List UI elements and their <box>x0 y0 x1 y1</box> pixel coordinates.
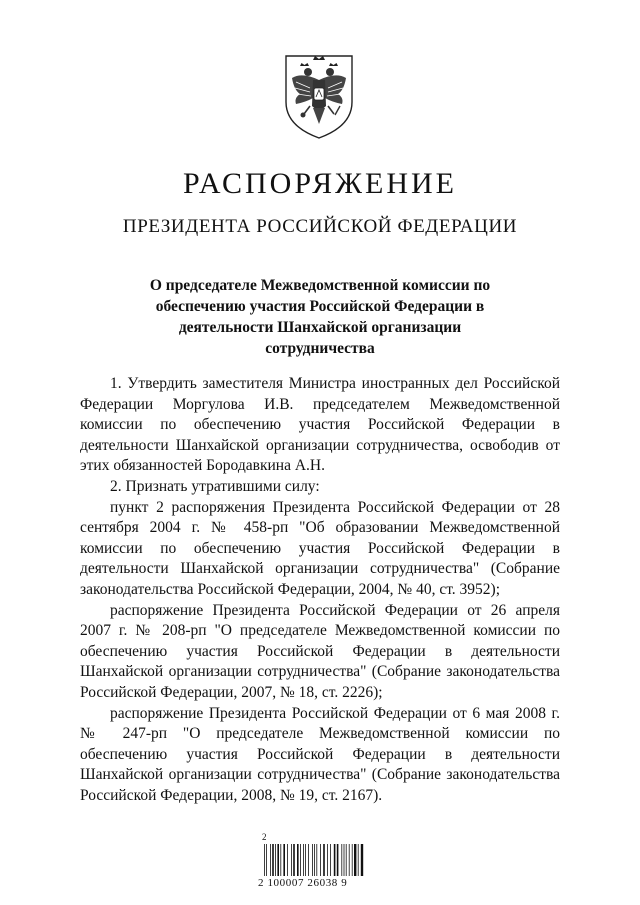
barcode-bar <box>354 844 356 876</box>
barcode-bar <box>349 844 350 876</box>
barcode-bar <box>330 844 331 876</box>
body-paragraph: 1. Утвердить заместителя Министра иностранных дел Российской Федерации Моргулова И.В. председателем Межведомственной комиссии по обеспечению участия Российской Федерации в деятельности Шанхайской организации сотрудничества, освободив от этих обязанностей Бородавкина А.Н. <box>80 375 560 475</box>
barcode-bar <box>283 844 285 876</box>
barcode-icon <box>264 844 364 876</box>
barcode-bar <box>270 844 271 876</box>
subject-line: сотрудничества <box>265 340 375 357</box>
issuer-title: ПРЕЗИДЕНТА РОССИЙСКОЙ ФЕДЕРАЦИИ <box>122 216 518 237</box>
barcode-bar <box>275 844 276 876</box>
barcode-bar <box>341 844 342 876</box>
barcode-bar <box>293 844 295 876</box>
barcode-bar <box>303 844 304 876</box>
barcode-bar <box>280 844 281 876</box>
document-subject <box>120 275 520 359</box>
barcode-bar <box>320 844 321 876</box>
barcode-mark: 2 <box>262 832 267 842</box>
barcode-bar <box>297 844 299 876</box>
barcode-bar <box>323 844 325 876</box>
russian-coat-of-arms-icon <box>280 50 358 142</box>
barcode-bar <box>316 844 317 876</box>
body-paragraph: распоряжение Президента Российской Федерации от 26 апреля 2007 г. № 208-рп "О председателе Межведомственной комиссии по обеспечению участия Российской Федерации в деятельности Шанхайской организации сотрудничества" (Собрание законодательства Российской Федерации, 2007, № 18, ст. 2226); <box>80 601 560 701</box>
barcode-bar <box>346 844 347 876</box>
barcode-bar <box>291 844 292 876</box>
barcode-bar <box>334 844 336 876</box>
document-body <box>80 374 560 806</box>
barcode-block <box>258 832 398 892</box>
subject-line: О председателе Межведомственной комиссии по <box>149 277 491 294</box>
subject-line: деятельности Шанхайской организации <box>178 319 462 336</box>
barcode-bar <box>305 844 306 876</box>
barcode-bar <box>361 844 363 876</box>
barcode-digits: 2 100007 26038 9 <box>258 877 348 889</box>
barcode-bar <box>308 844 309 876</box>
barcode-bar <box>287 844 288 876</box>
barcode-bar <box>277 844 279 876</box>
body-paragraph: 2. Признать утратившими силу: <box>110 477 320 495</box>
barcode-bar <box>352 844 353 876</box>
document-type-title: РАСПОРЯЖЕНИЕ <box>182 167 458 200</box>
barcode-bar <box>358 844 359 876</box>
barcode-bar <box>327 844 328 876</box>
barcode-bar <box>264 844 265 876</box>
subject-line: обеспечению участия Российской Федерации в <box>155 298 485 315</box>
barcode-bar <box>314 844 315 876</box>
barcode-bar <box>344 844 345 876</box>
body-paragraph: распоряжение Президента Российской Федерации от 6 мая 2008 г. № 247-рп "О председателе Межведомственной комиссии по обеспечению участия Российской Федерации в деятельности Шанхайской организации сотрудничества" (Собрание законодательства Российской Федерации, 2008, № 19, ст. 2167). <box>80 704 560 804</box>
barcode-bar <box>266 844 267 876</box>
barcode-bar <box>312 844 313 876</box>
barcode-bar <box>300 844 301 876</box>
body-paragraph: пункт 2 распоряжения Президента Российской Федерации от 28 сентября 2004 г. № 458-рп "Об образовании Межведомственной комиссии по обеспечению участия Российской Федерации в деятельности Шанхайской организации сотрудничества" (Собрание законодательства Российской Федерации, 2004, № 40, ст. 3952); <box>80 498 560 598</box>
barcode-bar <box>272 844 274 876</box>
barcode-bar <box>337 844 339 876</box>
